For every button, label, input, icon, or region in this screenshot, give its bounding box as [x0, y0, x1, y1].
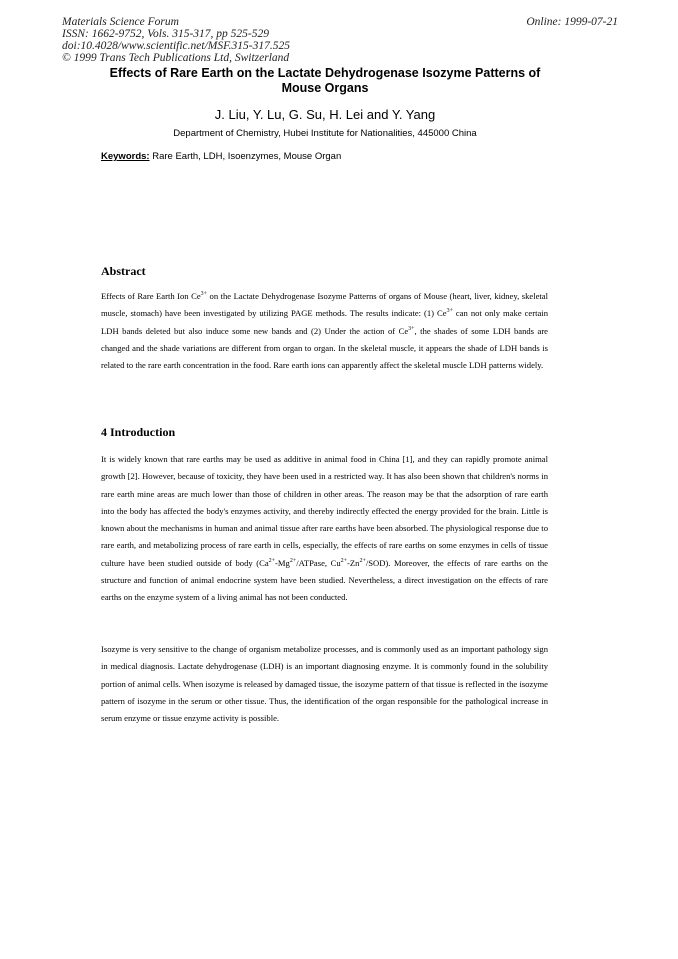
issn-line: ISSN: 1662-9752, Vols. 315-317, pp 525-529	[62, 28, 269, 40]
paper-title: Effects of Rare Earth on the Lactate Dehydrogenase Isozyme Patterns of Mouse Organs	[109, 66, 541, 95]
keywords-label: Keywords:	[101, 151, 150, 162]
author-list: J. Liu, Y. Lu, G. Su, H. Lei and Y. Yang	[214, 107, 436, 122]
introduction-paragraph-2: Isozyme is very sensitive to the change of organism metabolize processes, and is commonly used as an important pathology sign in medical diagnosis. Lactate dehydrogenase (LDH) is an important diagnosing enzyme. It is commonly found in the solubility portion of animal cells. When isozyme is released by damaged tissue, the isozyme pattern of that tissue is reflected in the isozyme pattern of isozyme in the serum or other tissue. Thus, the identification of the organ responsible for the pathological increase in serum enzyme or tissue enzyme activity is possible.	[101, 644, 548, 724]
affiliation: Department of Chemistry, Hubei Institute for Nationalities, 445000 China	[173, 128, 477, 139]
keywords-text: Rare Earth, LDH, Isoenzymes, Mouse Organ	[152, 151, 342, 162]
doi-line[interactable]: doi:10.4028/www.scientific.net/MSF.315-317.525	[62, 40, 290, 52]
introduction-heading: 4 Introduction	[101, 425, 176, 439]
online-date: Online: 1999-07-21	[526, 16, 618, 28]
journal-header	[62, 16, 392, 64]
keywords	[101, 151, 341, 162]
journal-name: Materials Science Forum	[62, 16, 179, 28]
abstract-heading: Abstract	[101, 264, 146, 278]
introduction-paragraph-1: It is widely known that rare earths may be used as additive in animal food in China [1], and they can rapidly promote animal growth [2]. However, because of toxicity, they have been used in a restricted way. It has also been shown that children's norms in rare earth mine areas are much lower than those of children in other areas. The reason may be that the adsorption of rare earth into the body has affected the body's enzymes activity, and thereby indirectly effected the energy provided for the brain. Little is known about the mechanisms in human and animal tissue after rare earths have been absorbed. The physiological response due to rare earth, and metabolizing process of rare earth in cells, especially, the effects of rare earths on some enzymes in cells of tissue culture have been studied outside of body ($Ca^{2+}-Mg^{2+}$/ATPase, $Cu^{2+}-Zn^{2+}/SOD$). Moreover, the effects of rare earths on the structure and function of animal endocrine system have been studied. Nevertheless, a direct investigation on the effects of rare earths on the enzyme system of a living animal has not been conducted.	[101, 454, 548, 603]
abstract-body: Effects of Rare Earth Ion $Ce^{3+}$ on the Lactate Dehydrogenase Isozyme Patterns of organs of Mouse (heart, liver, kidney, skeletal muscle, stomach) have been investigated by utilizing PAGE methods. The results indicate: (1) $Ce^{3+}$ can not only make certain LDH bands deleted but also induce some new bands and (2) Under the action of $Ce^{3+}$, the shades of some LDH bands are changed and the shade variations are different from organ to organ. In the skeletal muscle, it appears the shade of LDH bands is related to the rare earth concentration in the food. Rare earth ions can apparently affect the skeletal muscle LDH patterns widely.	[101, 291, 549, 371]
copyright-line: © 1999 Trans Tech Publications Ltd, Switzerland	[62, 52, 290, 64]
